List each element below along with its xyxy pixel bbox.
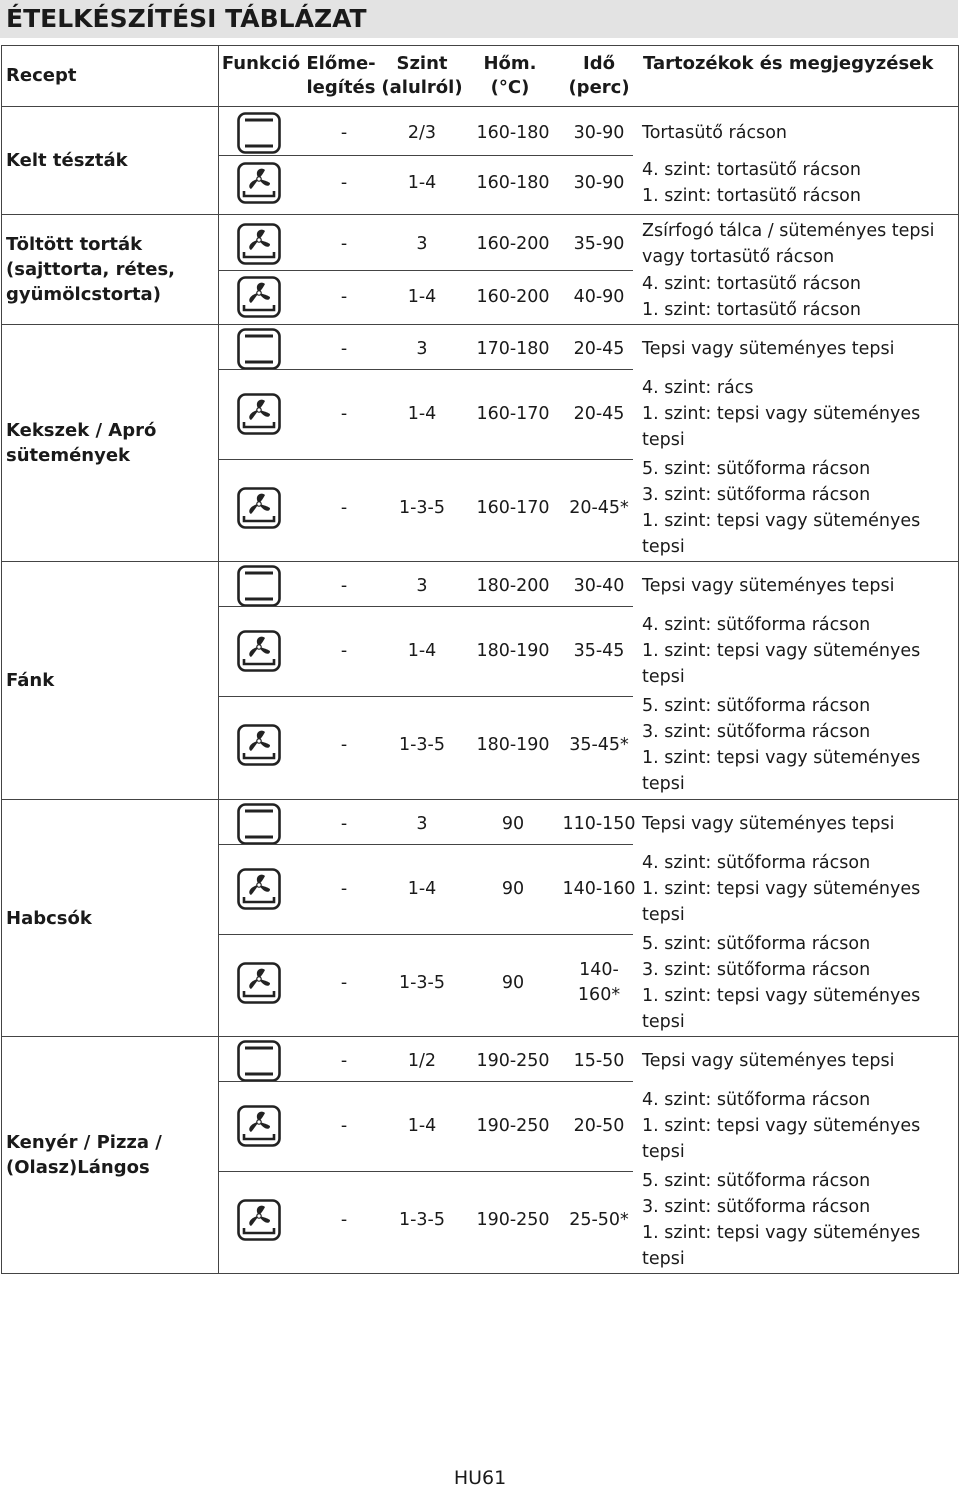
note-line: 5. szint: sütőforma rácson — [642, 934, 871, 954]
time-value-line: 25-50* — [569, 1210, 629, 1230]
note-line: 1. szint: tepsi vagy süteményes — [642, 879, 921, 899]
accessory-notes — [642, 931, 960, 1035]
setting-row — [219, 696, 958, 794]
setting-row — [219, 1081, 958, 1171]
recipe-name-line: gyümölcstorta) — [6, 284, 161, 305]
note-line: 1. szint: tepsi vagy süteményes — [642, 748, 921, 768]
fan-oven-icon — [237, 724, 281, 766]
table-row — [2, 562, 959, 800]
temperature-value: 160-180 — [476, 123, 550, 143]
setting-row — [219, 934, 958, 1032]
note-line: tepsi — [642, 430, 685, 450]
time-value — [555, 121, 643, 145]
temperature-value: 180-190 — [476, 641, 550, 661]
static-oven-icon — [237, 803, 281, 845]
fan-oven-icon — [237, 962, 281, 1004]
setting-row — [219, 111, 958, 155]
time-value-line: 160* — [577, 985, 621, 1005]
fan-oven-icon — [237, 393, 281, 435]
preheat-value: - — [340, 123, 348, 143]
level-value: 1-3-5 — [398, 1210, 446, 1230]
fan-oven-icon — [237, 1199, 281, 1241]
header-time-line: Idő — [583, 53, 615, 74]
note-line: 1. szint: tepsi vagy süteményes — [642, 1116, 921, 1136]
note-line: 5. szint: sütőforma rácson — [642, 1171, 871, 1191]
accessory-notes — [642, 456, 960, 560]
page-number: HU61 — [453, 1467, 507, 1489]
note-line: 4. szint: sütőforma rácson — [642, 1090, 871, 1110]
recipe-name-line: Fánk — [6, 670, 55, 691]
table-row — [2, 800, 959, 1037]
preheat-value: - — [340, 641, 348, 661]
note-line: 5. szint: sütőforma rácson — [642, 459, 871, 479]
fan-oven-icon — [237, 868, 281, 910]
temperature-value: 90 — [501, 814, 525, 834]
accessory-notes — [642, 693, 960, 797]
fan-oven-icon — [237, 162, 281, 204]
temperature-value: 160-170 — [476, 498, 550, 518]
setting-row — [219, 459, 958, 557]
accessory-notes — [642, 573, 960, 599]
preheat-value: - — [340, 404, 348, 424]
setting-row — [219, 217, 958, 270]
header-time-line: (perc) — [568, 77, 630, 98]
level-value: 3 — [416, 576, 428, 596]
accessory-notes — [642, 271, 960, 323]
setting-row — [219, 844, 958, 934]
time-value-line: 20-45 — [573, 404, 625, 424]
note-line: Zsírfogó tálca / süteményes tepsi — [642, 220, 935, 241]
level-value: 1/2 — [407, 1051, 437, 1071]
setting-row — [219, 369, 958, 459]
preheat-value: - — [340, 576, 348, 596]
recipe-settings-cell — [219, 800, 959, 1037]
fan-oven-icon — [237, 630, 281, 672]
recipe-cell — [2, 325, 219, 562]
note-line: tepsi — [642, 1249, 685, 1269]
level-value: 1-3-5 — [398, 498, 446, 518]
level-value: 1-4 — [407, 404, 437, 424]
setting-row — [219, 329, 958, 369]
level-value: 1-4 — [407, 879, 437, 899]
temperature-value: 160-170 — [476, 404, 550, 424]
note-line: 4. szint: sütőforma rácson — [642, 615, 871, 635]
note-line: tepsi — [642, 774, 685, 794]
time-value-line: 30-90 — [573, 172, 625, 193]
recipe-cell — [2, 215, 219, 325]
accessory-notes — [642, 850, 960, 928]
note-line: 3. szint: sütőforma rácson — [642, 1197, 871, 1217]
level-value: 1-3-5 — [398, 973, 446, 993]
level-value: 1-3-5 — [398, 735, 446, 755]
setting-row — [219, 804, 958, 844]
page-title: ÉTELKÉSZÍTÉSI TÁBLÁZAT — [0, 0, 958, 38]
note-line: 1. szint: tortasütő rácson — [642, 299, 861, 320]
temperature-value: 180-200 — [476, 576, 550, 596]
temperature-value: 190-250 — [476, 1116, 550, 1136]
header-time — [555, 52, 643, 100]
recipe-cell — [2, 107, 219, 215]
note-line: Tortasütő rácson — [642, 123, 787, 143]
time-value — [555, 1208, 643, 1232]
recipe-settings-cell — [219, 325, 959, 562]
time-value-line: 20-50 — [573, 1116, 625, 1136]
recipe-name-line: Töltött torták — [6, 234, 143, 255]
note-line: Tepsi vagy süteményes tepsi — [642, 1051, 895, 1071]
table-row — [2, 325, 959, 562]
table-row — [2, 215, 959, 325]
note-line: tepsi — [642, 1142, 685, 1162]
recipe-settings-cell — [219, 107, 959, 215]
preheat-value: - — [340, 814, 348, 834]
accessory-notes — [642, 336, 960, 362]
note-line: 1. szint: tepsi vagy süteményes — [642, 404, 921, 424]
recipe-name-line: Kekszek / Apró — [6, 420, 157, 441]
recipe-name-line: Habcsók — [6, 907, 92, 929]
header-level — [379, 52, 465, 100]
time-value — [555, 877, 643, 901]
note-line: 1. szint: tortasütő rácson — [642, 185, 861, 206]
temperature-value: 170-180 — [476, 339, 550, 359]
recipe-cell — [2, 1037, 219, 1274]
level-value: 3 — [416, 233, 428, 254]
note-line: 1. szint: tepsi vagy süteményes — [642, 986, 921, 1006]
header-temp-line: (°C) — [490, 77, 530, 98]
recipe-cell — [2, 562, 219, 800]
note-line: 1. szint: tepsi vagy süteményes — [642, 1223, 921, 1243]
time-value — [555, 958, 643, 1008]
level-value: 3 — [416, 814, 428, 834]
recipe-name-line: (Olasz)Lángos — [6, 1157, 150, 1178]
table-body — [2, 107, 959, 1274]
time-value — [555, 232, 643, 256]
accessory-notes — [642, 1087, 960, 1165]
temperature-value: 190-250 — [476, 1051, 550, 1071]
temperature-value: 190-250 — [476, 1210, 550, 1230]
setting-row — [219, 606, 958, 696]
recipe-name-line: Kelt tészták — [6, 150, 128, 171]
fan-oven-icon — [237, 223, 281, 265]
header-temp — [465, 52, 555, 100]
time-value-line: 140- — [579, 960, 619, 980]
table-header-row — [2, 46, 959, 107]
accessory-notes — [642, 612, 960, 690]
fan-oven-icon — [237, 487, 281, 529]
time-value — [555, 1049, 643, 1073]
static-oven-icon — [237, 1040, 281, 1082]
recipe-name-line: sütemények — [6, 445, 131, 466]
time-value-line: 30-90 — [573, 123, 625, 143]
cooking-table — [1, 45, 959, 1274]
preheat-value: - — [340, 172, 348, 193]
setting-row — [219, 1041, 958, 1081]
recipe-cell — [2, 800, 219, 1037]
header-preheat — [303, 52, 379, 100]
preheat-value: - — [340, 286, 348, 307]
level-value: 2/3 — [407, 123, 437, 143]
static-oven-icon — [237, 328, 281, 370]
setting-row — [219, 155, 958, 210]
preheat-value: - — [340, 973, 348, 993]
table-row — [2, 107, 959, 215]
setting-row — [219, 1171, 958, 1269]
temperature-value: 160-200 — [476, 233, 550, 254]
time-value — [555, 1114, 643, 1138]
preheat-value: - — [340, 233, 348, 254]
note-line: 4. szint: tortasütő rácson — [642, 273, 861, 294]
header-preheat-line: Előme- — [306, 53, 376, 74]
accessory-notes — [642, 1168, 960, 1272]
note-line: 4. szint: sütőforma rácson — [642, 853, 871, 873]
accessory-notes — [642, 1048, 960, 1074]
time-value-line: 20-45 — [573, 339, 625, 359]
header-temp-line: Hőm. — [483, 53, 537, 74]
fan-oven-icon — [237, 276, 281, 318]
time-value-line: 35-45 — [573, 641, 625, 661]
note-line: tepsi — [642, 537, 685, 557]
preheat-value: - — [340, 498, 348, 518]
accessory-notes — [642, 375, 960, 453]
header-preheat-line: legítés — [306, 77, 376, 98]
preheat-value: - — [340, 1051, 348, 1071]
time-value — [555, 812, 643, 836]
time-value-line: 140-160 — [562, 879, 636, 899]
time-value-line: 15-50 — [573, 1051, 625, 1071]
temperature-value: 160-200 — [476, 286, 550, 307]
header-function: Funkció — [221, 53, 301, 74]
recipe-settings-cell — [219, 215, 959, 325]
preheat-value: - — [340, 1210, 348, 1230]
table-row — [2, 1037, 959, 1274]
note-line: 3. szint: sütőforma rácson — [642, 960, 871, 980]
time-value — [555, 496, 643, 520]
note-line: Tepsi vagy süteményes tepsi — [642, 814, 895, 834]
note-line: 4. szint: rács — [642, 378, 754, 398]
time-value-line: 35-90 — [573, 233, 625, 254]
preheat-value: - — [340, 339, 348, 359]
level-value: 1-4 — [407, 641, 437, 661]
header-level-line: (alulról) — [381, 77, 463, 98]
note-line: tepsi — [642, 905, 685, 925]
temperature-value: 90 — [501, 879, 525, 899]
time-value-line: 30-40 — [573, 576, 625, 596]
note-line: Tepsi vagy süteményes tepsi — [642, 339, 895, 359]
recipe-name-line: (sajttorta, rétes, — [6, 259, 176, 280]
temperature-value: 90 — [501, 973, 525, 993]
recipe-settings-cell — [219, 562, 959, 800]
accessory-notes — [642, 218, 960, 270]
header-group — [219, 46, 959, 107]
preheat-value: - — [340, 879, 348, 899]
time-value — [555, 639, 643, 663]
accessory-notes — [642, 120, 960, 146]
time-value-line: 35-45* — [569, 735, 629, 755]
recipe-settings-cell — [219, 1037, 959, 1274]
time-value — [555, 574, 643, 598]
note-line: tepsi — [642, 1012, 685, 1032]
setting-row — [219, 566, 958, 606]
note-line: 1. szint: tepsi vagy süteményes — [642, 641, 921, 661]
static-oven-icon — [237, 565, 281, 607]
fan-oven-icon — [237, 1105, 281, 1147]
note-line: Tepsi vagy süteményes tepsi — [642, 576, 895, 596]
level-value: 1-4 — [407, 1116, 437, 1136]
time-value — [555, 171, 643, 195]
note-line: vagy tortasütő rácson — [642, 246, 835, 267]
note-line: 3. szint: sütőforma rácson — [642, 722, 871, 742]
note-line: 3. szint: sütőforma rácson — [642, 485, 871, 505]
header-recipe: Recept — [2, 46, 219, 107]
level-value: 1-4 — [407, 172, 437, 193]
note-line: 5. szint: sütőforma rácson — [642, 696, 871, 716]
time-value-line: 40-90 — [573, 286, 625, 307]
static-oven-icon — [237, 112, 281, 154]
accessory-notes — [642, 157, 960, 209]
time-value — [555, 337, 643, 361]
header-notes: Tartozékok és megjegyzések — [643, 53, 934, 74]
preheat-value: - — [340, 735, 348, 755]
time-value-line: 110-150 — [562, 814, 636, 834]
note-line: tepsi — [642, 667, 685, 687]
level-value: 1-4 — [407, 286, 437, 307]
header-level-line: Szint — [396, 53, 448, 74]
time-value — [555, 733, 643, 757]
preheat-value: - — [340, 1116, 348, 1136]
note-line: 4. szint: tortasütő rácson — [642, 159, 861, 180]
time-value-line: 20-45* — [569, 498, 629, 518]
time-value — [555, 402, 643, 426]
recipe-name-line: Kenyér / Pizza / — [6, 1132, 162, 1153]
level-value: 3 — [416, 339, 428, 359]
temperature-value: 160-180 — [476, 172, 550, 193]
note-line: 1. szint: tepsi vagy süteményes — [642, 511, 921, 531]
temperature-value: 180-190 — [476, 735, 550, 755]
setting-row — [219, 270, 958, 323]
accessory-notes — [642, 811, 960, 837]
time-value — [555, 285, 643, 309]
